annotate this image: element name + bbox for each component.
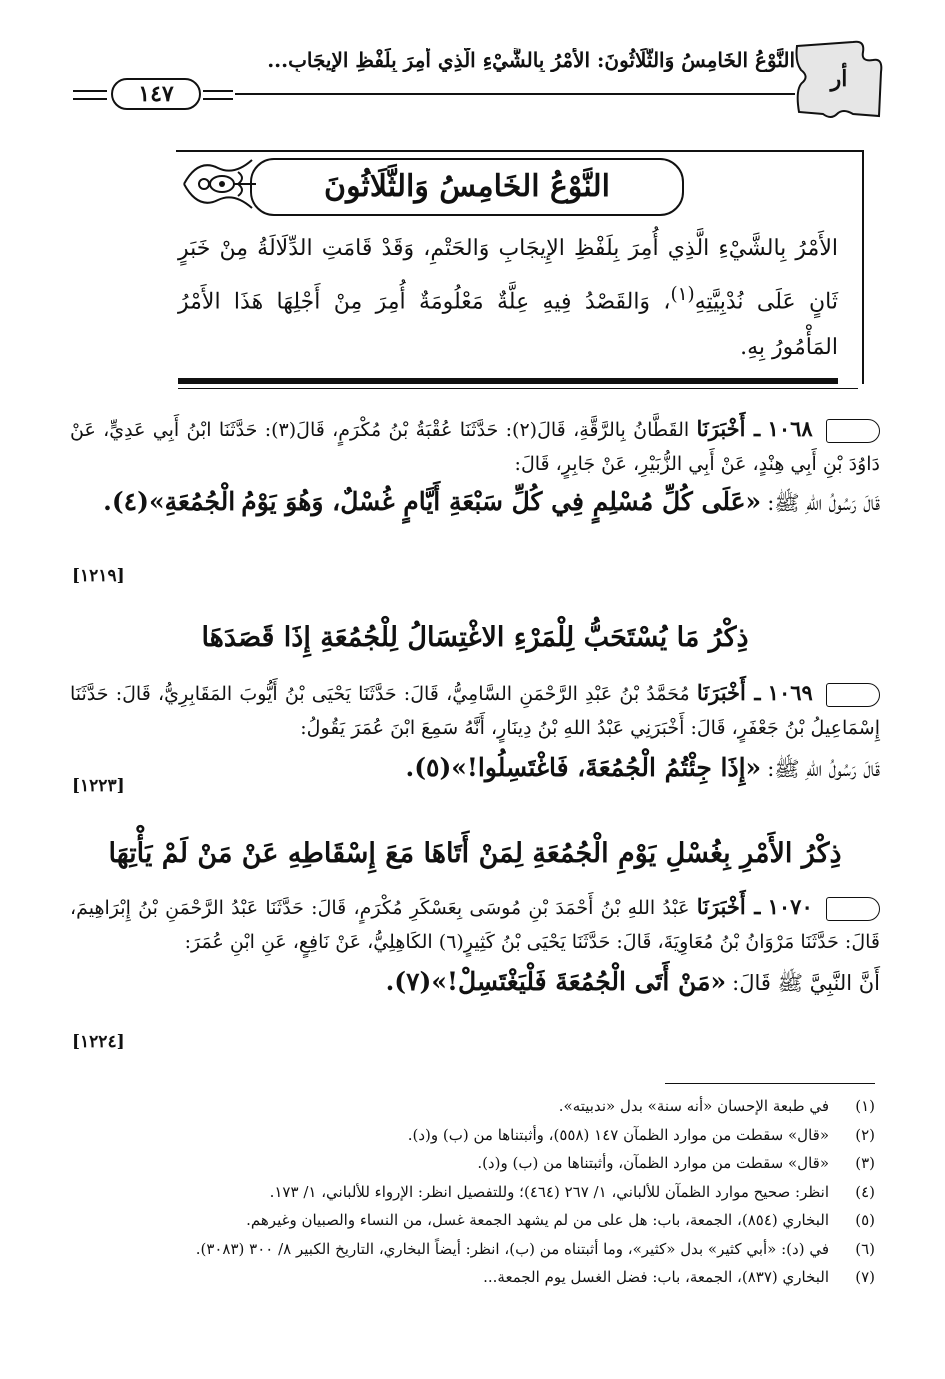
hadith-1069 (70, 676, 880, 787)
hadith-reference: [١٢٢٣] (72, 776, 125, 796)
hadith-isnad: ١٠٦٨ ـ أَخْبَرَنَا القَطَّانُ بِالرَّقَّةِ، قَالَ(٢): حَدَّثَنَا عُقْبَةُ بْنُ مُكْرَمٍ، قَالَ(٣): حَدَّثَنَا ابْنُ أَبِي عَدِيٍّ، عَنْ دَاوُدَ بْنِ أَبِي هِنْدٍ، عَنْ أَبِي الزُّبَيْرِ، عَنْ جَابِرٍ، قَالَ: (70, 416, 880, 475)
section-heading: ذِكْرُ مَا يُسْتَحَبُّ لِلْمَرْءِ الاغْتِسَالُ لِلْجُمُعَةِ إِذَا قَصَدَهَا (201, 622, 749, 653)
running-title: النَّوْعُ الخَامِسُ وَالثَّلَاثُونَ: الأَمْرُ بِالشَّيْءِ الَّذِي أُمِرَ بِلَفْظِ الإِيجَابِ... (267, 48, 795, 72)
footnote-item: (٢)«قال» سقطت من موارد الظمآن ١٤٧ (٥٥٨)، وأثبتناها من (ب) و(د). (407, 1125, 875, 1144)
hadith-number: ١٠٦٩ (767, 680, 813, 705)
hadith-badge-icon (826, 897, 880, 921)
footnote-item: (١)في طبعة الإحسان «أنه سنة» بدل «ندبيته». (558, 1097, 875, 1115)
page-number: ١٤٧ (111, 78, 201, 110)
hadith-reference: [١٢١٩] (72, 566, 125, 586)
hadith-isnad: ١٠٦٩ ـ أَخْبَرَنَا مُحَمَّدُ بْنُ عَبْدِ الرَّحْمَنِ السَّامِيُّ، قَالَ: حَدَّثَنَا يَحْيَى بْنُ أَيُّوبَ المَقَابِرِيُّ، قَالَ: حَدَّثَنَا إِسْمَاعِيلُ بْنُ جَعْفَرٍ، قَالَ: أَخْبَرَنِي عَبْدُ اللهِ بْنُ دِينَارٍ، أَنَّهُ سَمِعَ ابْنَ عُمَرَ يَقُولُ: (70, 680, 880, 739)
section-heading: ذِكْرُ الأَمْرِ بِغُسْلِ يَوْمِ الْجُمُعَةِ لِمَنْ أَتَاهَا مَعَ إِسْقَاطِهِ عَنْ مَنْ لَمْ يَأْتِهَا (108, 838, 842, 869)
hadith-badge-icon (826, 683, 880, 707)
hadith-reference: [١٢٢٤] (72, 1032, 125, 1052)
hadith-badge-icon (826, 419, 880, 443)
page-number-frame (73, 76, 233, 112)
footnote-item: (٥)البخاري (٨٥٤)، الجمعة، باب: هل على من لم يشهد الجمعة غسل، من النساء والصبيان وغيرهم. (246, 1211, 875, 1229)
chapter-rule-thick (178, 378, 838, 384)
hadith-matn: قَالَ رَسُولُ اللهِ ﷺ: «عَلَى كُلِّ مُسْلِمٍ فِي كُلِّ سَبْعَةِ أَيَّامٍ غُسْلٌ، وَهُوَ يَوْمُ الْجُمُعَةِ»(٤). (103, 487, 880, 516)
footnote-item: (٤)انظر: صحيح موارد الظمآن للألباني، ١/ ٢٦٧ (٤٦٤)؛ وللتفصيل انظر: الإرواء للألباني، ١/ ١٧٣. (269, 1182, 875, 1201)
footnote-separator (665, 1083, 875, 1084)
hadith-matn: أَنَّ النَّبِيَّ ﷺ قَالَ: «مَنْ أَتَى الْجُمُعَةَ فَلْيَغْتَسِلْ!»(٧). (385, 967, 880, 996)
footnote-item: (٧)البخاري (٨٣٧)، الجمعة، باب: فضل الغسل يوم الجمعة... (483, 1268, 875, 1286)
footnote-item: (٦)في (د): «أبي كثير» بدل «كثير»، وما أثبتناه من (ب)، انظر: أيضاً البخاري، التاريخ الكبير ٨/ ٣٠٠ (٣٠٨٣). (195, 1239, 875, 1258)
chapter-title: النَّوْعُ الخَامِسُ وَالثَّلَاثُونَ (250, 158, 684, 216)
footnotes (65, 1092, 875, 1292)
hadith-isnad: ١٠٧٠ ـ أَخْبَرَنَا عَبْدُ اللهِ بْنُ أَحْمَدَ بْنِ مُوسَى بِعَسْكَرِ مُكْرَمٍ، قَالَ: حَدَّثَنَا عَبْدُ الرَّحْمَنِ بْنُ إِبْرَاهِيمَ، قَالَ: حَدَّثَنَا مَرْوَانُ بْنُ مُعَاوِيَةَ، قَالَ: حَدَّثَنَا يَحْيَى بْنُ كَثِيرٍ(٦) الكَاهِلِيُّ، عَنْ نَافِعٍ، عَنِ ابْنِ عُمَرَ: (70, 894, 880, 953)
chapter-description: الأَمْرُ بِالشَّيْءِ الَّذِي أُمِرَ بِلَفْظِ الإِيجَابِ وَالحَتْمِ، وَقَدْ قَامَتِ الدِّلَالَةُ مِنْ خَبَرٍ ثَانٍ عَلَى نُدْبِيَّتِهِ$^{(١)}$، وَالقَصْدُ فِيهِ عِلَّةٌ مَعْلُومَةٌ أُمِرَ مِنْ أَجْلِهَا هَذَا الأَمْرُ المَأْمُورُ بِهِ. (178, 236, 838, 361)
hadith-1068 (70, 412, 880, 521)
footnote-item: (٣)«قال» سقطت من موارد الظمآن، وأثبتناها من (ب) و(د). (477, 1154, 875, 1172)
hadith-1070 (70, 890, 880, 1001)
footnote-mark: (١) (670, 284, 695, 305)
hadith-number: ١٠٦٨ (767, 416, 813, 441)
hadith-number: ١٠٧٠ (767, 894, 813, 919)
header-rule (235, 93, 795, 95)
svg-text:ﺃﺭ: ﺃﺭ (830, 66, 848, 92)
puzzle-corner-logo (793, 38, 885, 120)
hadith-matn: قَالَ رَسُولُ اللهِ ﷺ: «إِذَا جِئْتُمُ الْجُمُعَةَ، فَاغْتَسِلُوا!»(٥). (405, 753, 880, 782)
chapter-rule-thin (178, 388, 858, 389)
floral-ornament-icon (178, 148, 260, 220)
